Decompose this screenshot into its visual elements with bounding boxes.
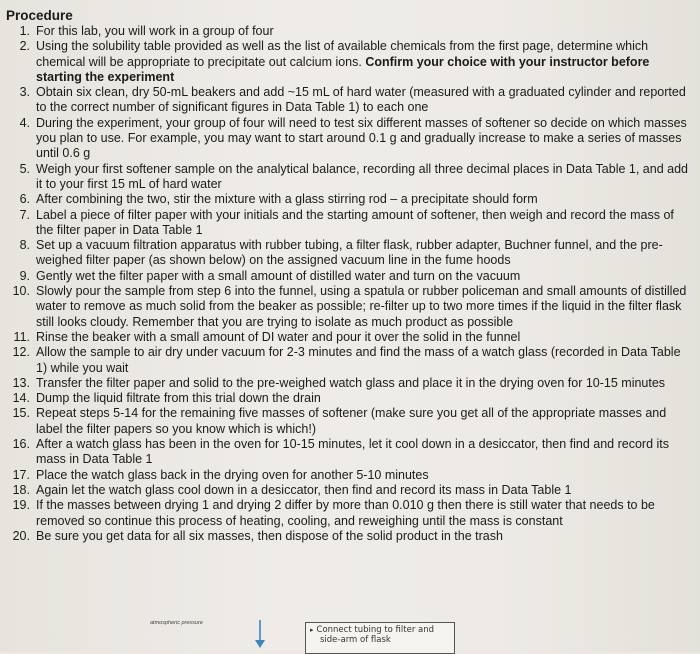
procedure-step [6,116,692,162]
down-arrow-icon [253,620,267,650]
step-text [36,238,692,269]
step-number: 13. [12,375,30,390]
procedure-step [6,24,692,39]
procedure-step [6,376,692,391]
arrow-bullet-icon: ▸ [310,626,314,634]
step-number: 2. [19,39,30,54]
step-number: 17. [12,467,30,482]
step-text [36,284,692,330]
procedure-step [6,345,692,376]
step-number: 14. [12,391,30,406]
procedure-heading: Procedure [6,8,73,23]
step-text [36,162,692,193]
procedure-step [6,208,692,239]
step-number: 8. [19,238,30,253]
apparatus-figure [150,620,470,652]
step-text-body: Repeat steps 5-14 for the remaining five masses of softener (make sure you get all of the appropriate masses and label the filter papers so you know which is which!) [36,406,667,436]
step-text [36,208,692,239]
procedure-step [6,162,692,193]
procedure-step [6,391,692,406]
step-text [36,529,692,544]
procedure-step [6,85,692,116]
step-text-body: For this lab, you will work in a group of four [36,24,274,38]
callout-line-2: side-arm of flask [320,635,391,645]
step-text-body: Obtain six clean, dry 50-mL beakers and add ~15 mL of hard water (measured with a graduated cylinder and reported to the correct number of significant figures in Data Table 1) to each one [36,85,686,115]
step-text [36,468,692,483]
step-text [36,192,692,207]
step-text-body: Allow the sample to air dry under vacuum for 2-3 minutes and find the mass of a watch glass (recorded in Data Table 1) while you wait [36,345,681,375]
step-text [36,330,692,345]
step-text [36,391,692,406]
step-emphasis: Confirm your choice with your instructor before starting the experiment [36,54,650,84]
callout-line-1: Connect tubing to filter and [316,625,435,635]
step-text-body: Place the watch glass back in the drying oven for another 5-10 minutes [36,467,429,482]
step-number: 1. [19,24,30,38]
step-text-body: During the experiment, your group of four will need to test six different masses of softener so decide on which masses you plan to use. For example, you may want to start around 0.1 g and gradually increase to make a series of masses until 0.6 g [36,115,687,161]
procedure-list [6,24,692,544]
procedure-step [6,529,692,544]
step-text-body: Rinse the beaker with a small amount of DI water and pour it over the solid in the funnel [36,329,521,344]
step-number: 5. [19,161,30,176]
step-number: 9. [19,268,30,283]
procedure-step [6,498,692,529]
step-text-body: Gently wet the filter paper with a small amount of distilled water and turn on the vacuum [36,268,521,283]
step-text [36,85,692,116]
step-text-body: Weigh your first softener sample on the analytical balance, recording all three decimal places in Data Table 1, and add it to your first 15 mL of hard water [36,161,688,191]
procedure-step [6,284,692,330]
step-text-body: Again let the watch glass cool down in a desiccator, then find and record its mass in Data Table 1 [36,482,572,497]
step-text [36,24,692,39]
apparatus-callout-box [305,622,455,654]
step-text-body: After combining the two, stir the mixture with a glass stirring rod – a precipitate should form [36,192,538,207]
step-number: 18. [12,482,30,497]
step-text [36,269,692,284]
step-text [36,406,692,437]
step-number: 12. [12,345,30,360]
step-number: 10. [12,284,30,299]
step-text [36,116,692,162]
atmospheric-pressure-label: atmospheric pressure [150,620,203,626]
step-text [36,483,692,498]
step-text-body: Slowly pour the sample from step 6 into the funnel, using a spatula or rubber policeman and small amounts of distilled water to remove as much solid from the beaker as possible; re-filter up to two more times if the liquid in the filter flask still looks cloudy. Remember that you are trying to isolate as much product as possible [36,284,687,329]
step-text-body: Using the solubility table provided as well as the list of available chemicals from the first page, determine which chemical will be appropriate to precipitate out calcium ions. [36,39,649,69]
step-text [36,39,692,85]
step-text-body: Dump the liquid filtrate from this trial down the drain [36,391,321,406]
step-number: 7. [19,207,30,222]
step-number: 16. [12,437,30,452]
step-text [36,345,692,376]
step-text [36,376,692,391]
step-text-body: Be sure you get data for all six masses, then dispose of the solid product in the trash [36,528,503,543]
procedure-step [6,437,692,468]
procedure-step [6,192,692,207]
procedure-step [6,468,692,483]
procedure-step [6,269,692,284]
step-text [36,498,692,529]
step-number: 3. [19,85,30,100]
step-text-body: After a watch glass has been in the oven for 10-15 minutes, let it cool down in a desiccator, then find and record its mass in Data Table 1 [36,437,670,467]
step-number: 11. [13,329,30,344]
procedure-step [6,406,692,437]
step-text [36,437,692,468]
step-number: 19. [12,498,30,513]
procedure-step [6,483,692,498]
step-text-body: If the masses between drying 1 and drying 2 differ by more than 0.010 g then there is still water that needs to be removed so continue this process of heating, cooling, and reweighing until the mass is constant [36,498,655,528]
step-text-body: Label a piece of filter paper with your initials and the starting amount of softener, then weigh and record the mass of the filter paper in Data Table 1 [36,207,674,237]
step-number: 4. [19,115,30,130]
procedure-step [6,330,692,345]
step-number: 15. [12,406,30,421]
step-text-body: Transfer the filter paper and solid to the pre-weighed watch glass and place it in the drying oven for 10-15 minutes [36,375,666,390]
procedure-step [6,39,692,85]
procedure-step [6,238,692,269]
step-number: 6. [19,192,30,207]
step-number: 20. [12,528,30,543]
step-text-body: Set up a vacuum filtration apparatus with rubber tubing, a filter flask, rubber adapter, Buchner funnel, and the pre-weighed filter paper (as shown below) on the assigned vacuum line in the fume hoods [36,238,663,268]
